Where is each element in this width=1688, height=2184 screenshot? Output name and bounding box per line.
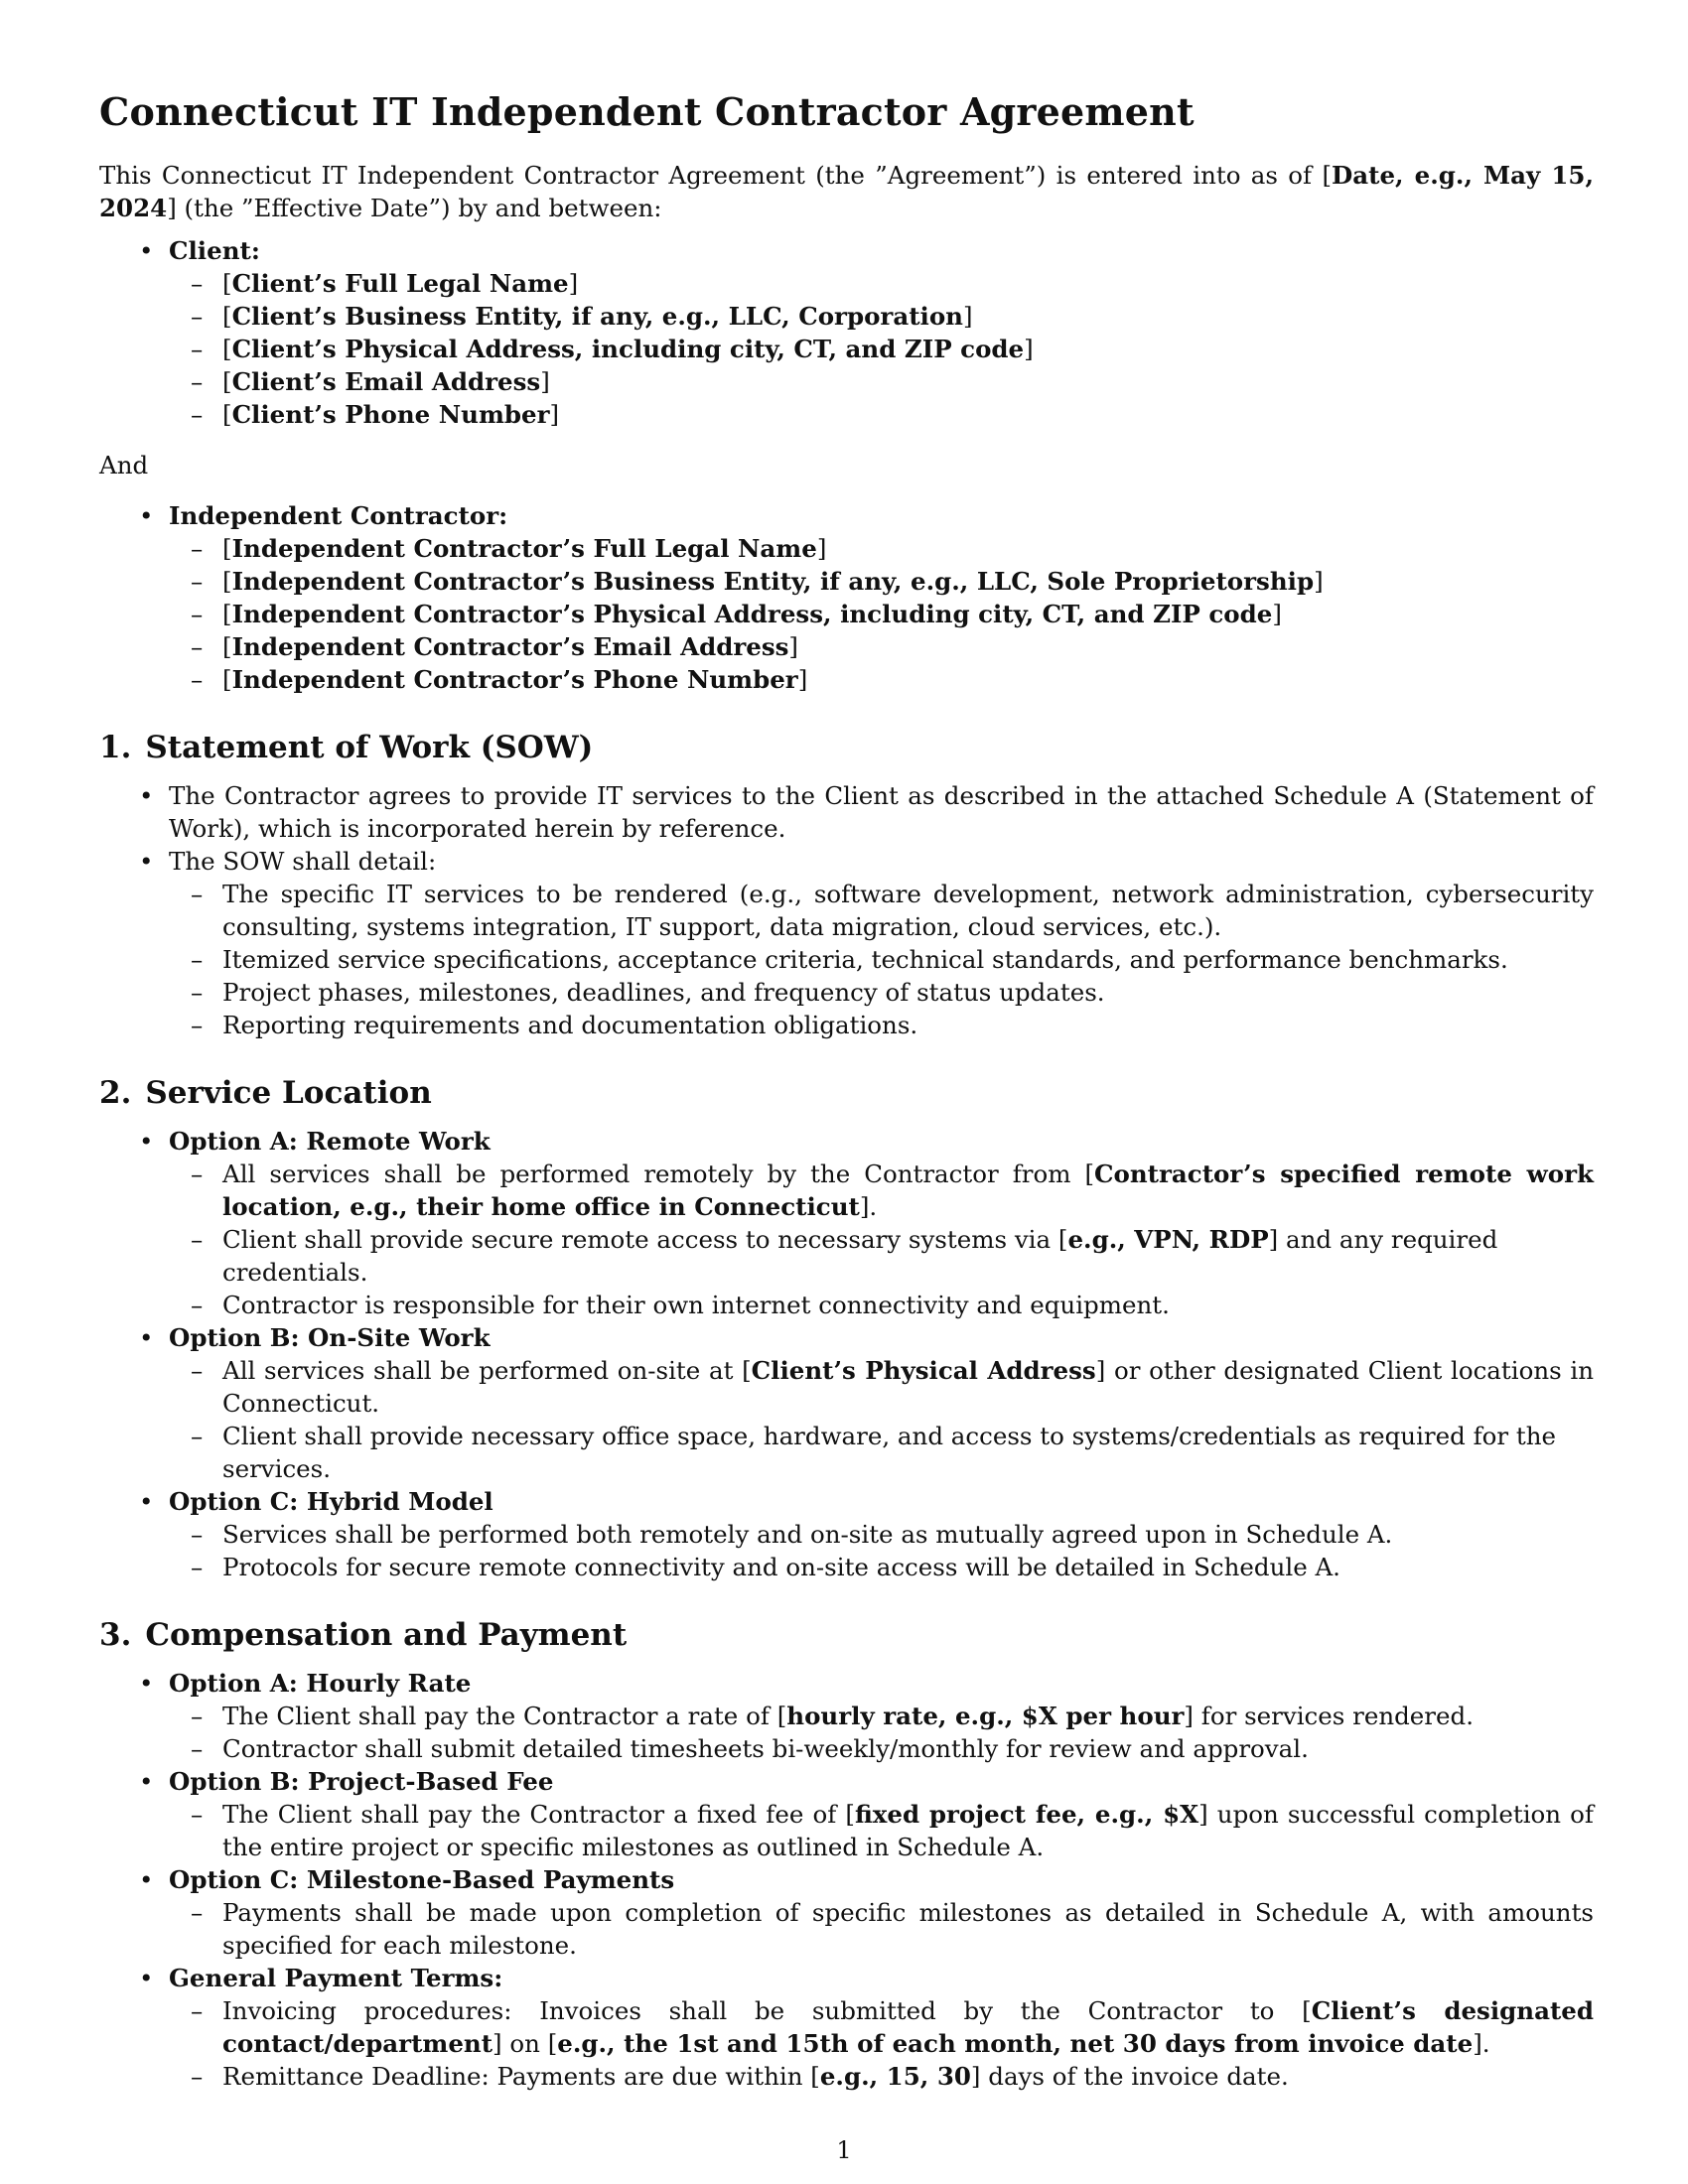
contractor-block — [99, 499, 1594, 696]
location-list — [99, 1125, 1594, 1583]
dash-icon: – — [191, 1356, 204, 1385]
list-item: – Itemized service specifications, acceptance criteria, technical standards, and performance benchmarks. — [191, 945, 1508, 974]
bullet-icon: • — [139, 501, 154, 530]
option-onsite: • Option B: On-Site Work – All services shall be performed on-site at [Client’s Physical Address] or other designated Client locations in Connecticut. – Client shall provide necessary office space, hardware, and access to systems/credentials as required for the services. — [139, 1323, 1594, 1483]
document-page — [99, 87, 1594, 2093]
list-item: – All services shall be performed remotely by the Contractor from [Contractor’s specified remote work location, e.g., their home office in Connecticut]. — [191, 1160, 1594, 1221]
dash-icon: – — [191, 978, 204, 1007]
option-project-fee: • Option B: Project-Based Fee – The Client shall pay the Contractor a fixed fee of [fixed project fee, e.g., $X] upon successful completion of the entire project or specific milestones as outlined in Schedule A. — [139, 1767, 1594, 1861]
list-item: – Remittance Deadline: Payments are due within [e.g., 15, 30] days of the invoice date. — [191, 2062, 1289, 2091]
list-item: – [Client’s Business Entity, if any, e.g., LLC, Corporation] — [191, 302, 973, 331]
list-item: – Protocols for secure remote connectivity and on-site access will be detailed in Schedule A. — [191, 1553, 1340, 1581]
list-item: – Client shall provide necessary office space, hardware, and access to systems/credentials as required for the services. — [191, 1422, 1557, 1483]
dash-icon: – — [191, 1422, 204, 1450]
list-item: – The specific IT services to be rendered (e.g., software development, network administration, cybersecurity consulting, systems integration, IT support, data migration, cloud services, etc.). — [191, 880, 1594, 941]
dash-icon: – — [191, 367, 204, 396]
client-label: Client: — [169, 236, 260, 265]
list-item: – The Client shall pay the Contractor a fixed fee of [fixed project fee, e.g., $X] upon successful completion of the entire project or specific milestones as outlined in Schedule A. — [191, 1800, 1594, 1861]
list-item: – [Client’s Phone Number] — [191, 400, 560, 429]
intro-paragraph: This Connecticut IT Independent Contractor Agreement (the ”Agreement”) is entered into as of [Date, e.g., May 15, 2024] (the ”Effective Date”) by and between: — [99, 161, 1594, 222]
bullet-icon: • — [139, 1964, 154, 1992]
option-hourly: • Option A: Hourly Rate – The Client shall pay the Contractor a rate of [hourly rate, e.g., $X per hour] for services rendered. – Contractor shall submit detailed timesheets bi-weekly/monthly for review and approval. — [99, 1667, 1594, 1765]
list-item: – [Client’s Full Legal Name] — [191, 269, 579, 298]
sow-list — [99, 779, 1594, 1041]
dash-icon: – — [191, 1996, 204, 2025]
list-item: – Payments shall be made upon completion of specific milestones as detailed in Schedule A, with amounts specified for each milestone. — [191, 1898, 1594, 1960]
list-item: – Services shall be performed both remotely and on-site as mutually agreed upon in Schedule A. — [191, 1520, 1393, 1549]
contractor-label: Independent Contractor: — [169, 501, 508, 530]
dash-icon: – — [191, 1553, 204, 1581]
option-hybrid: • Option C: Hybrid Model – Services shall be performed both remotely and on-site as mutually agreed upon in Schedule A. – Protocols for secure remote connectivity and on-site access will be detailed in Schedule A. — [99, 1485, 1594, 1583]
dash-icon: – — [191, 1160, 204, 1188]
list-item: – All services shall be performed on-site at [Client’s Physical Address] or other designated Client locations in Connecticut. — [191, 1356, 1594, 1418]
list-item: – Project phases, milestones, deadlines, and frequency of status updates. — [191, 978, 1105, 1007]
bullet-icon: • — [139, 1767, 154, 1796]
list-item: • The SOW shall detail: – The specific IT services to be rendered (e.g., software development, network administration, cybersecurity consulting, systems integration, IT support, data migration, cloud services, etc.). – Itemized service specifications, acceptance criteria, technical standards, and performance benchmarks. – Project phases, milestones, deadlines, and frequency of status updates. – Reporting requirements and documentation obligations. — [139, 847, 1594, 1039]
dash-icon: – — [191, 632, 204, 661]
bullet-icon: • — [139, 1127, 154, 1156]
section-heading-location: 2. Service Location — [99, 1075, 432, 1111]
dash-icon: – — [191, 302, 204, 331]
page-number: 1 — [836, 2136, 852, 2164]
list-item: – [Independent Contractor’s Physical Address, including city, CT, and ZIP code] — [191, 600, 1282, 628]
dash-icon: – — [191, 2062, 204, 2091]
dash-icon: – — [191, 1011, 204, 1039]
contractor-section — [99, 499, 1594, 696]
date-placeholder: Date, e.g., May 15, 2024 — [99, 161, 1594, 222]
section-heading-sow: 1. Statement of Work (SOW) — [99, 730, 594, 765]
and-text: And — [99, 451, 149, 479]
list-item: – [Independent Contractor’s Phone Number] — [191, 665, 808, 694]
dash-icon: – — [191, 600, 204, 628]
dash-icon: – — [191, 335, 204, 363]
dash-icon: – — [191, 269, 204, 298]
list-item: • The Contractor agrees to provide IT services to the Client as described in the attached Schedule A (Statement of Work), which is incorporated herein by reference. — [139, 781, 1594, 843]
client-section — [99, 234, 1594, 431]
dash-icon: – — [191, 1734, 204, 1763]
bullet-icon: • — [139, 1669, 154, 1698]
client-block — [99, 234, 1594, 431]
list-item: – [Independent Contractor’s Email Address] — [191, 632, 798, 661]
dash-icon: – — [191, 534, 204, 563]
list-item: – Contractor shall submit detailed timesheets bi-weekly/monthly for review and approval. — [191, 1734, 1309, 1763]
dash-icon: – — [191, 1702, 204, 1730]
bullet-icon: • — [139, 847, 154, 876]
document-title: Connecticut IT Independent Contractor Agreement — [99, 89, 1195, 134]
dash-icon: – — [191, 567, 204, 596]
bullet-icon: • — [139, 1865, 154, 1894]
general-payment-terms: • General Payment Terms: – Invoicing procedures: Invoices shall be submitted by the Contractor to [Client’s designated contact/department] on [e.g., the 1st and 15th of each month, net 30 days from invoice date]. – Remittance Deadline: Payments are due within [e.g., 15, 30] days of the invoice date. — [139, 1964, 1595, 2091]
list-item: – Client shall provide secure remote access to necessary systems via [e.g., VPN, RDP] and any required credentials. — [191, 1225, 1498, 1287]
dash-icon: – — [191, 945, 204, 974]
list-item: – Contractor is responsible for their own internet connectivity and equipment. — [191, 1291, 1170, 1319]
list-item: – [Client’s Email Address] — [191, 367, 550, 396]
dash-icon: – — [191, 1898, 204, 1927]
dash-icon: – — [191, 665, 204, 694]
dash-icon: – — [191, 1520, 204, 1549]
list-item: – [Independent Contractor’s Full Legal Name] — [191, 534, 827, 563]
list-item: – Invoicing procedures: Invoices shall be submitted by the Contractor to [Client’s designated contact/department] on [e.g., the 1st and 15th of each month, net 30 days from invoice date]. — [191, 1996, 1595, 2058]
list-item: – [Client’s Physical Address, including city, CT, and ZIP code] — [191, 335, 1034, 363]
list-item: – The Client shall pay the Contractor a rate of [hourly rate, e.g., $X per hour] for services rendered. — [191, 1702, 1474, 1730]
section-heading-compensation: 3. Compensation and Payment — [99, 1617, 628, 1653]
bullet-icon: • — [139, 236, 154, 265]
list-item: – [Independent Contractor’s Business Entity, if any, e.g., LLC, Sole Proprietorship] — [191, 567, 1324, 596]
option-milestone: • Option C: Milestone-Based Payments – Payments shall be made upon completion of specific milestones as detailed in Schedule A, with amounts specified for each milestone. — [139, 1865, 1594, 1960]
bullet-icon: • — [139, 1487, 154, 1516]
bullet-icon: • — [139, 781, 154, 810]
option-remote: • Option A: Remote Work – All services shall be performed remotely by the Contractor from [Contractor’s specified remote work location, e.g., their home office in Connecticut]. – Client shall provide secure remote access to necessary systems via [e.g., VPN, RDP] and any required credentials. – Contractor is responsible for their own internet connectivity and equipment. — [139, 1127, 1594, 1319]
dash-icon: – — [191, 1225, 204, 1254]
bullet-icon: • — [139, 1323, 154, 1352]
dash-icon: – — [191, 1291, 204, 1319]
dash-icon: – — [191, 400, 204, 429]
dash-icon: – — [191, 880, 204, 908]
dash-icon: – — [191, 1800, 204, 1829]
list-item: – Reporting requirements and documentation obligations. — [191, 1011, 918, 1039]
compensation-list — [99, 1667, 1594, 2093]
